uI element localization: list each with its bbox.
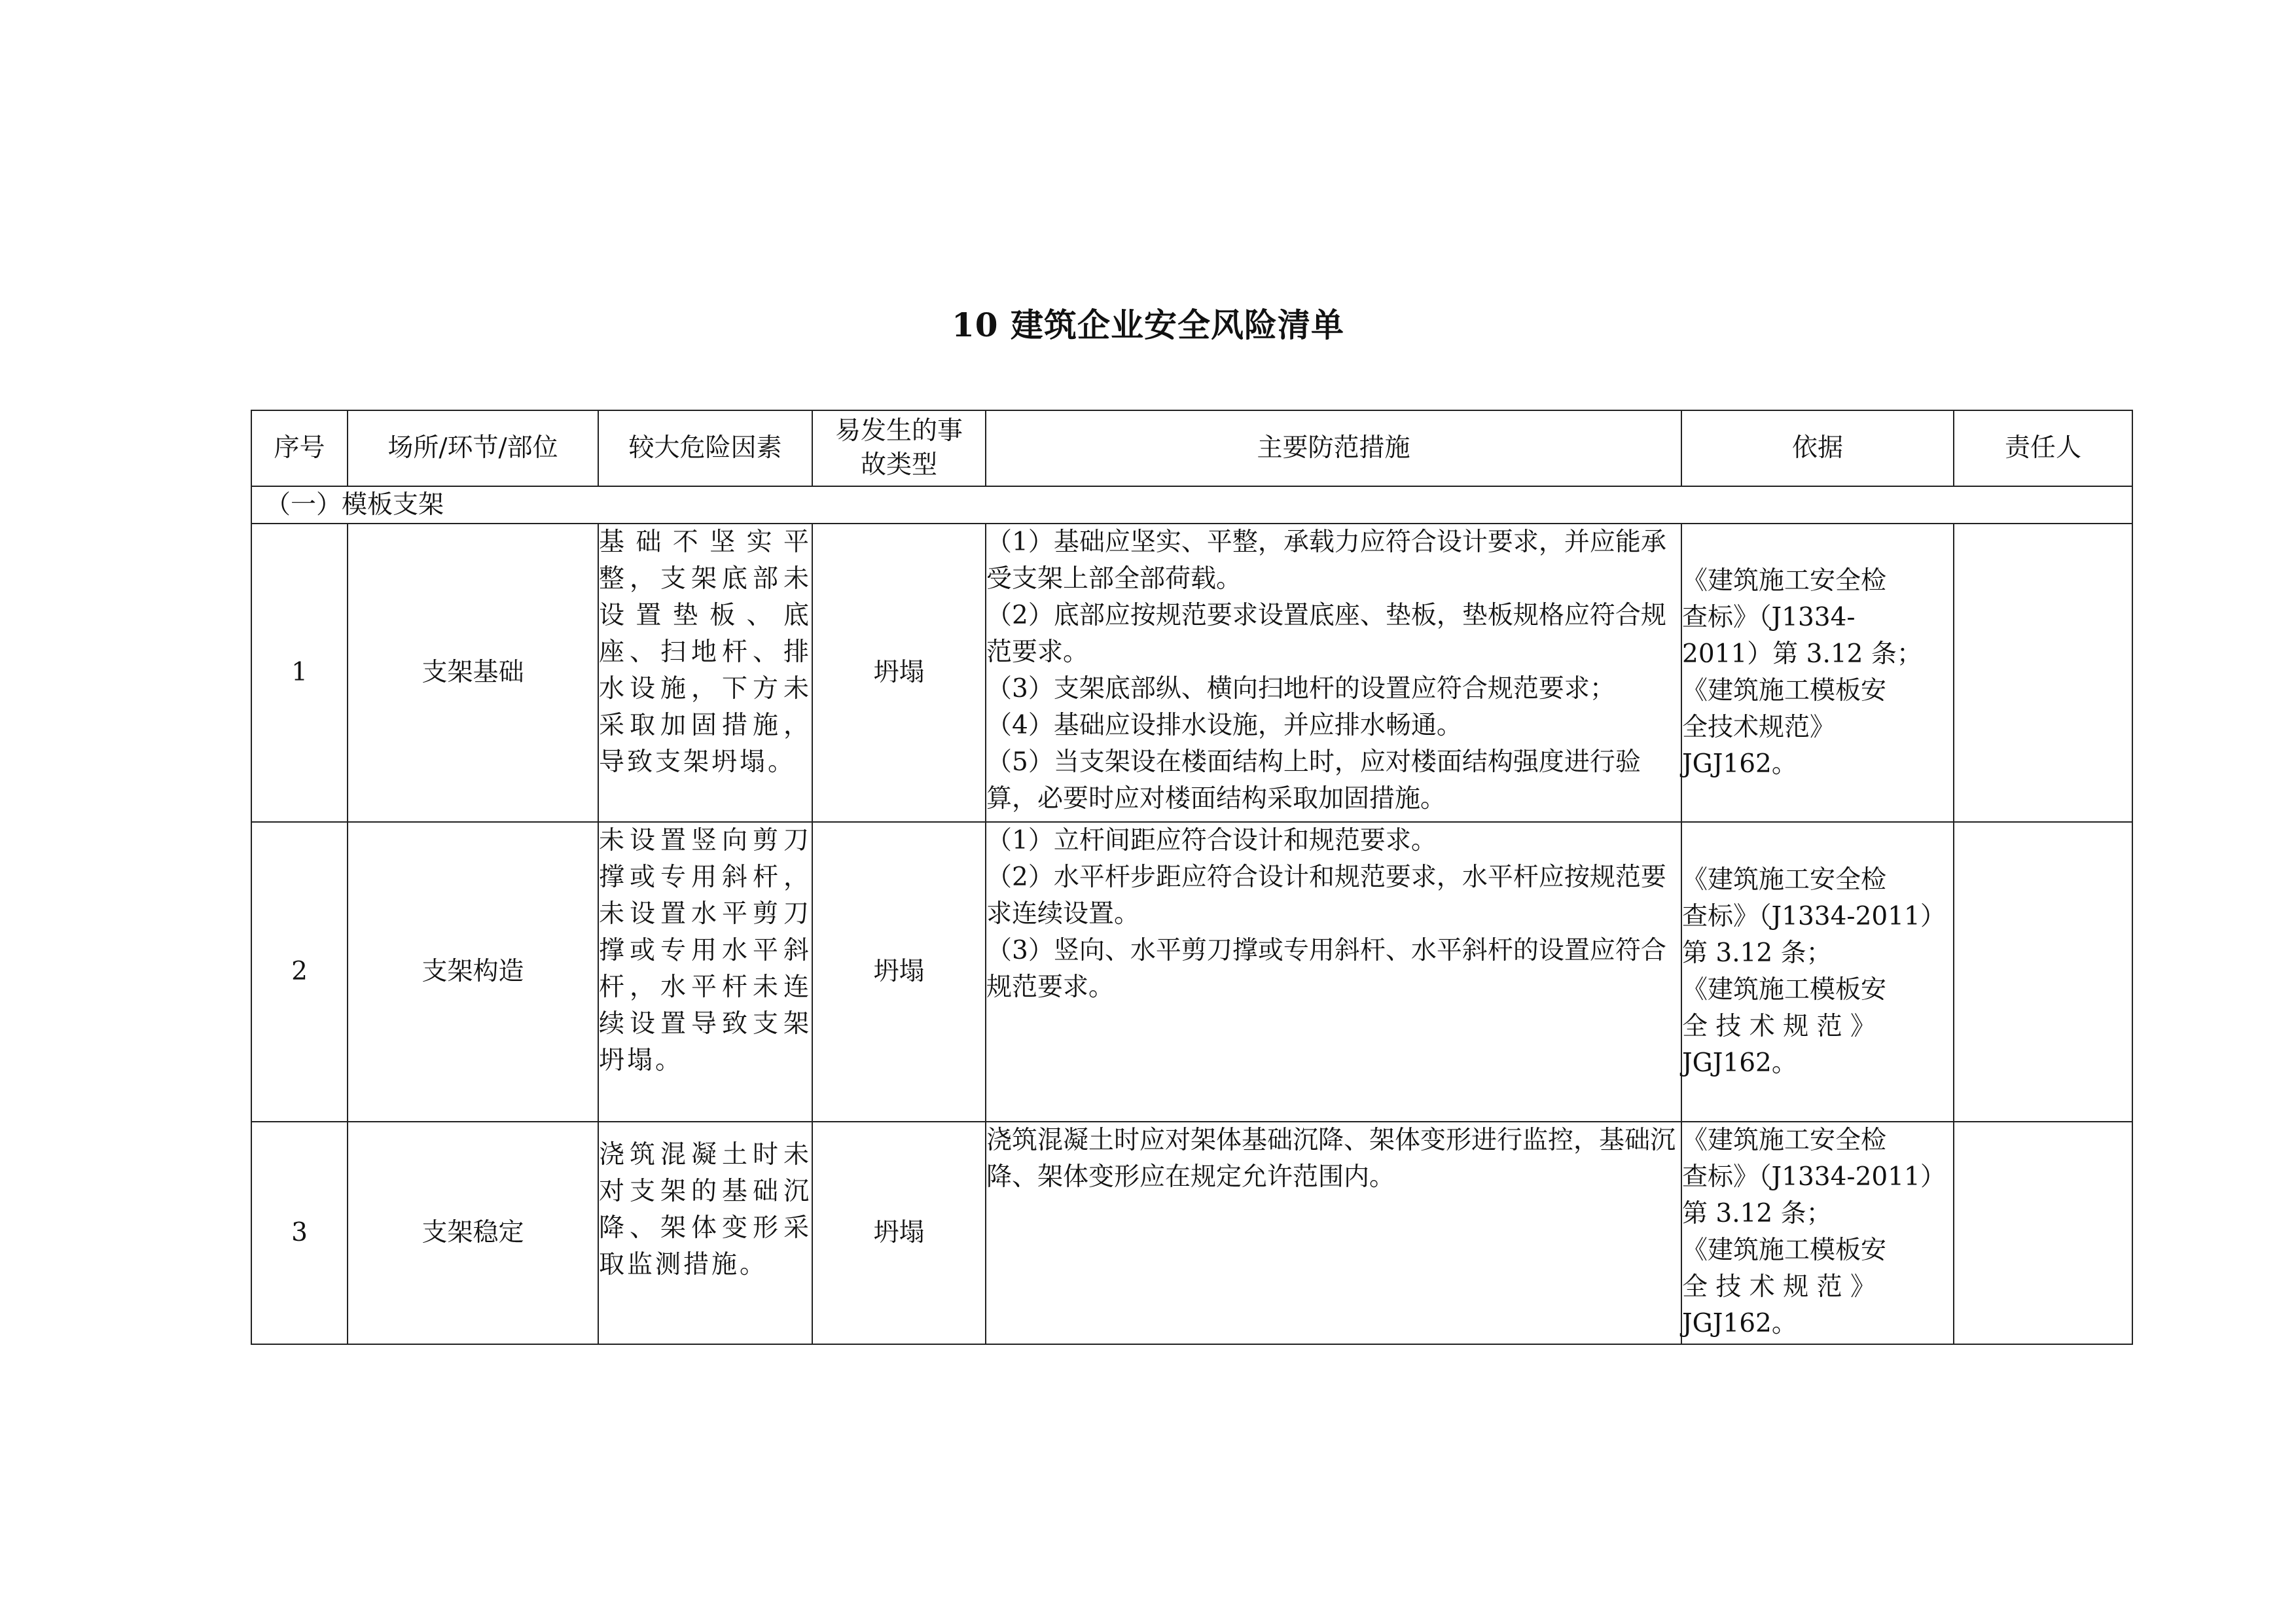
basis-line: 第 3.12 条； (1682, 938, 1832, 968)
measure-item: （4）基础应设排水设施，并应排水畅通。 (986, 711, 1462, 740)
row-measures (986, 524, 1681, 822)
row-basis (1681, 524, 1954, 822)
row-basis (1681, 1122, 1954, 1344)
measure-item: 浇筑混凝土时应对架体基础沉降、架体变形进行监控，基础沉降、架体变形应在规定允许范围内。 (986, 1126, 1676, 1192)
basis-line: JGJ162。 (1682, 1309, 1797, 1338)
basis-line: 查标》（J1334- (1682, 603, 1856, 632)
row-hazard: 基础不坚实平整，支架底部未设置垫板、底座、扫地杆、排水设施，下方未采取加固措施，导致支架坍塌。 (598, 524, 812, 822)
row-hazard: 未设置竖向剪刀撑或专用斜杆，未设置水平剪刀撑或专用水平斜杆，水平杆未连续设置导致支架坍塌。 (598, 822, 812, 1122)
row-number: 2 (251, 822, 348, 1122)
header-accident-type (812, 410, 986, 486)
measure-item: （1）基础应坚实、平整，承载力应符合设计要求，并应能承受支架上部全部荷载。 (986, 527, 1666, 594)
row-place: 支架基础 (348, 524, 598, 822)
basis-line: 《建筑施工安全检 (1682, 566, 1887, 596)
row-place: 支架稳定 (348, 1122, 598, 1344)
basis-line: JGJ162。 (1682, 1048, 1797, 1078)
measure-item: （3）支架底部纵、横向扫地杆的设置应符合规范要求； (986, 674, 1615, 704)
basis-line: 全 技 术 规 范 》 (1682, 1272, 1876, 1302)
header-row (251, 410, 2132, 486)
row-accident-type: 坍塌 (812, 822, 986, 1122)
document-title: 10 建筑企业安全风险清单 (952, 306, 1344, 344)
header-owner: 责任人 (1954, 410, 2132, 486)
measure-item: （3）竖向、水平剪刀撑或专用斜杆、水平斜杆的设置应符合规范要求。 (986, 936, 1666, 1002)
row-accident-type: 坍塌 (812, 524, 986, 822)
basis-line: 查标》（J1334-2011） (1682, 902, 1946, 931)
section-row (251, 486, 2132, 524)
table-row (251, 524, 2132, 822)
header-measures: 主要防范措施 (986, 410, 1681, 486)
row-owner (1954, 822, 2132, 1122)
header-accident-type-line2: 故类型 (860, 450, 937, 480)
header-hazard: 较大危险因素 (598, 410, 812, 486)
row-measures (986, 822, 1681, 1122)
header-basis: 依据 (1681, 410, 1954, 486)
row-owner (1954, 524, 2132, 822)
row-basis (1681, 822, 1954, 1122)
basis-line: JGJ162。 (1682, 749, 1797, 779)
header-accident-type-line1: 易发生的事 (834, 416, 963, 446)
measure-item: （2）水平杆步距应符合设计和规范要求，水平杆应按规范要求连续设置。 (986, 863, 1666, 929)
basis-line: 全技术规范》 (1682, 713, 1836, 742)
basis-line: 《建筑施工安全检 (1682, 1126, 1887, 1155)
row-number: 3 (251, 1122, 348, 1344)
header-num: 序号 (251, 410, 348, 486)
table-row (251, 1122, 2132, 1344)
table-row (251, 822, 2132, 1122)
basis-line: 第 3.12 条； (1682, 1199, 1832, 1228)
basis-line: 《建筑施工模板安 (1682, 975, 1887, 1005)
section-title: （一）模板支架 (251, 486, 2132, 524)
basis-line: 《建筑施工模板安 (1682, 1236, 1887, 1265)
row-measures (986, 1122, 1681, 1344)
risk-table (251, 410, 2133, 1345)
basis-line: 《建筑施工模板安 (1682, 676, 1887, 705)
row-accident-type: 坍塌 (812, 1122, 986, 1344)
row-place: 支架构造 (348, 822, 598, 1122)
row-number: 1 (251, 524, 348, 822)
row-hazard: 浇筑混凝土时未对支架的基础沉降、架体变形采取监测措施。 (598, 1122, 812, 1344)
basis-line: 全 技 术 规 范 》 (1682, 1012, 1876, 1041)
header-place: 场所/环节/部位 (348, 410, 598, 486)
measure-item: （5）当支架设在楼面结构上时，应对楼面结构强度进行验算，必要时应对楼面结构采取加固措施。 (986, 747, 1641, 813)
row-owner (1954, 1122, 2132, 1344)
basis-line: 《建筑施工安全检 (1682, 865, 1887, 895)
basis-line: 查标》（J1334-2011） (1682, 1162, 1946, 1192)
measure-item: （1）立杆间距应符合设计和规范要求。 (986, 826, 1437, 855)
measure-item: （2）底部应按规范要求设置底座、垫板，垫板规格应符合规范要求。 (986, 601, 1666, 667)
basis-line: 2011）第 3.12 条； (1682, 639, 1922, 669)
